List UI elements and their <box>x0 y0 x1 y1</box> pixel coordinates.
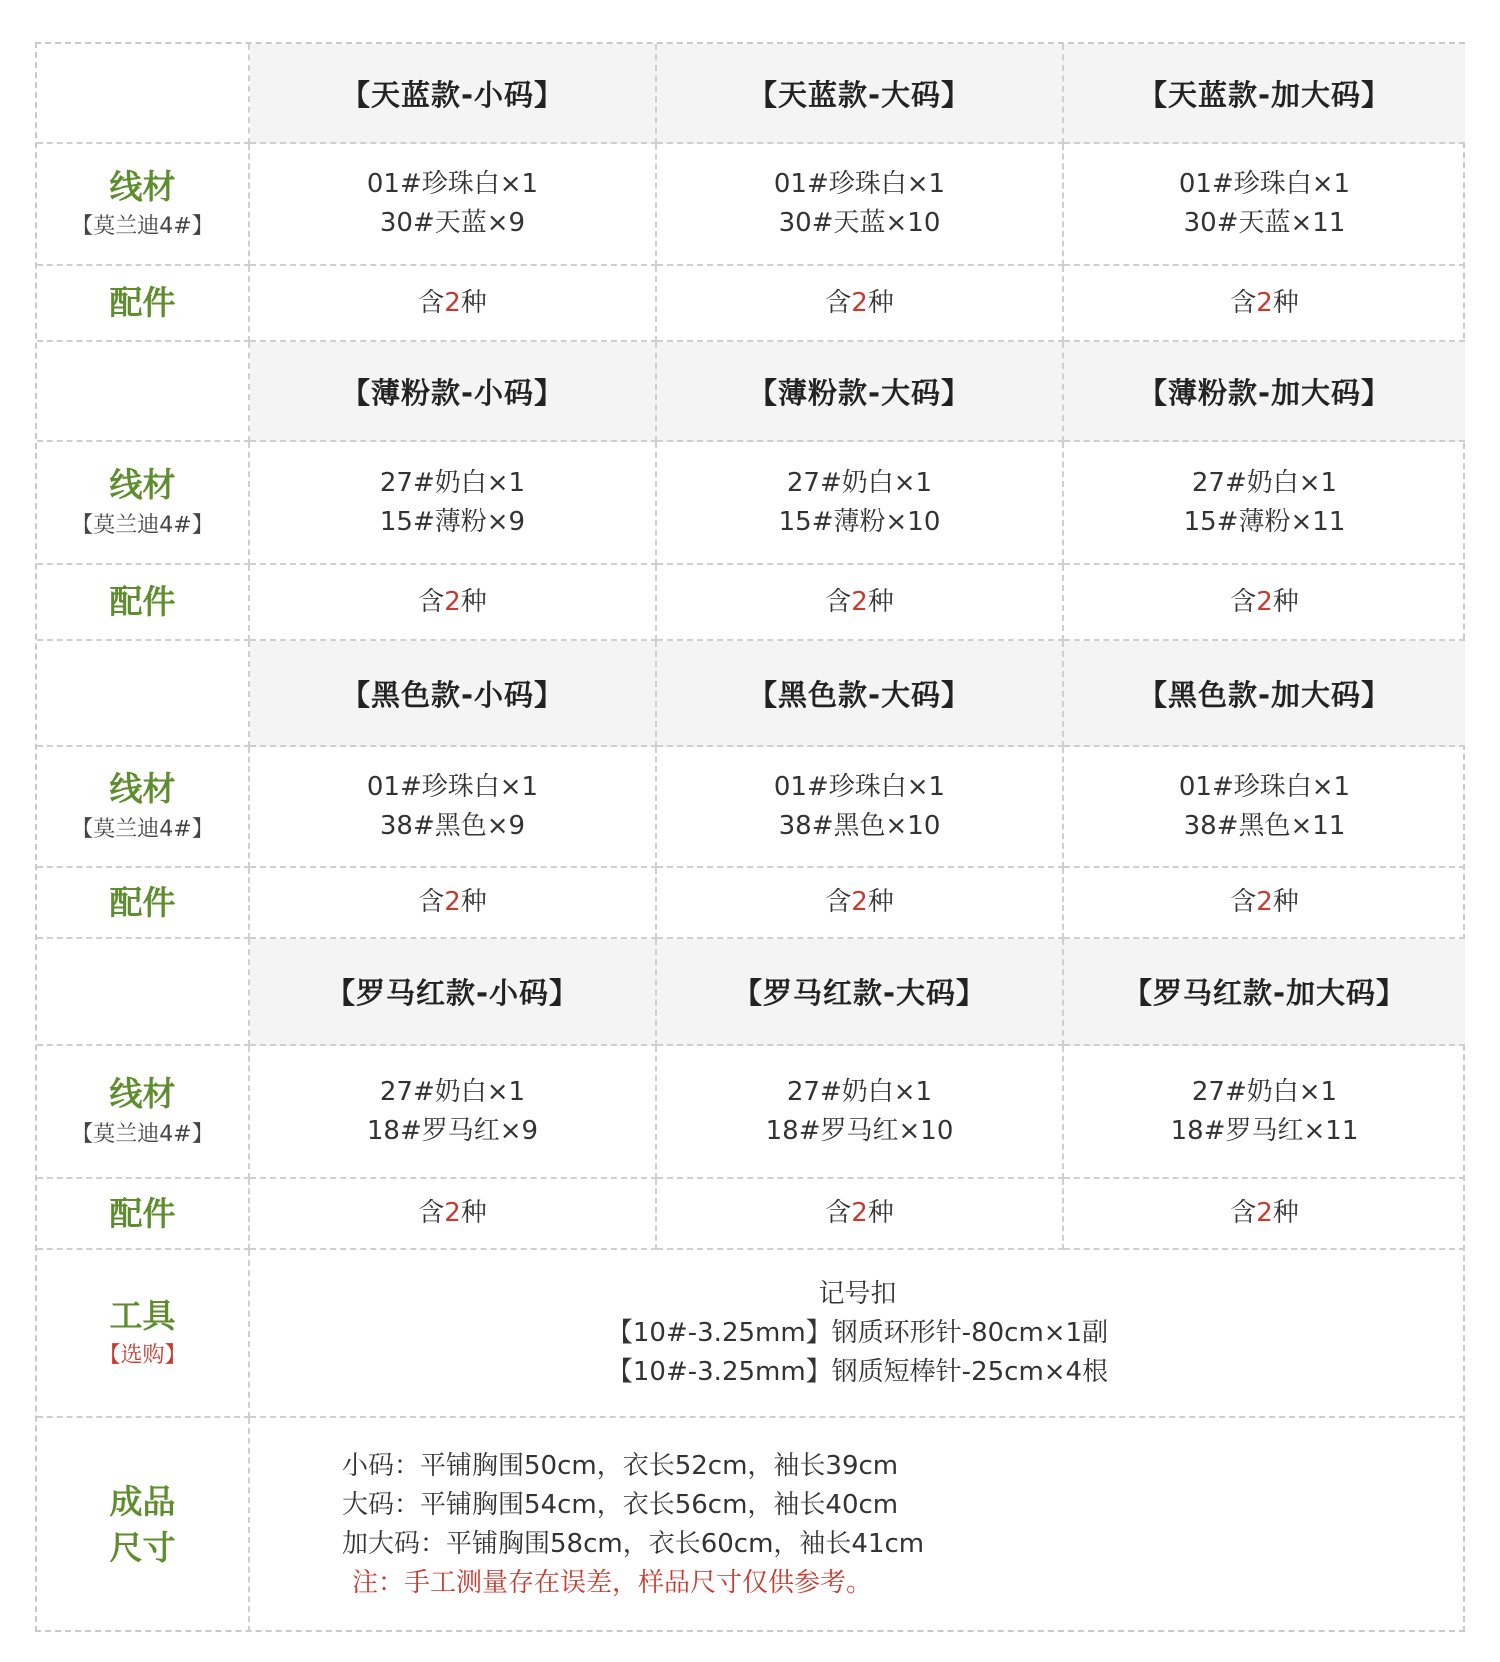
yarn-line-2: 15#薄粉×9 <box>379 506 526 537</box>
parts-prefix: 含 <box>418 287 445 318</box>
product-spec-table <box>35 42 1465 1632</box>
parts-suffix: 种 <box>1272 586 1299 617</box>
parts-prefix: 含 <box>418 887 445 917</box>
parts-prefix: 含 <box>825 287 852 318</box>
yarn-value-cell <box>657 442 1064 565</box>
tools-sublabel: 【选购】 <box>98 1343 187 1369</box>
tools-label: 工具 <box>109 1295 176 1335</box>
variant-header-cell <box>250 44 657 144</box>
yarn-value-cell <box>250 442 657 565</box>
parts-count: 2 <box>444 887 461 917</box>
variant-header-cell <box>657 342 1064 442</box>
yarn-sublabel: 【莫兰迪4#】 <box>71 1121 214 1147</box>
parts-suffix: 种 <box>460 1198 487 1228</box>
size-label-line-2: 尺寸 <box>109 1528 176 1567</box>
parts-count: 2 <box>851 1198 868 1228</box>
parts-value <box>825 284 894 323</box>
yarn-line-1: 27#奶白×1 <box>379 1076 526 1107</box>
yarn-line-2: 18#罗马红×9 <box>366 1115 539 1146</box>
yarn-line-1: 01#珍珠白×1 <box>1178 169 1351 199</box>
yarn-value-cell <box>657 144 1064 266</box>
parts-prefix: 含 <box>825 1198 852 1228</box>
yarn-value-cell <box>1064 144 1465 266</box>
yarn-sublabel: 【莫兰迪4#】 <box>71 214 214 240</box>
yarn-line-2: 38#黑色×9 <box>379 810 526 841</box>
yarn-line-2: 18#罗马红×10 <box>765 1115 954 1146</box>
yarn-line-2: 30#天蓝×9 <box>379 208 526 238</box>
variant-header-cell <box>250 342 657 442</box>
parts-value <box>1230 883 1299 922</box>
parts-suffix: 种 <box>867 887 894 917</box>
parts-value-cell <box>657 1179 1064 1250</box>
parts-value-cell <box>1064 565 1465 641</box>
variant-header-cell <box>1064 44 1465 144</box>
size-spec-line: 加大码：平铺胸围58cm，衣长60cm，袖长41cm <box>342 1529 925 1559</box>
yarn-value-cell <box>250 144 657 266</box>
yarn-sublabel: 【莫兰迪4#】 <box>71 512 214 538</box>
parts-count: 2 <box>1256 287 1273 318</box>
yarn-label: 线材 <box>109 769 176 809</box>
yarn-value-cell <box>250 1046 657 1179</box>
parts-label: 配件 <box>109 1193 176 1233</box>
yarn-line-1: 27#奶白×1 <box>786 467 933 498</box>
parts-count: 2 <box>851 887 868 917</box>
parts-suffix: 种 <box>1272 1198 1299 1228</box>
parts-value <box>418 583 487 622</box>
yarn-value-cell <box>1064 1046 1465 1179</box>
parts-suffix: 种 <box>867 586 894 617</box>
size-note: 注：手工测量存在误差，样品尺寸仅供参考。 <box>352 1568 873 1598</box>
parts-value <box>1230 284 1299 323</box>
variant-header: 【天蓝款-大码】 <box>747 77 972 112</box>
parts-value-cell <box>250 1179 657 1250</box>
yarn-line-2: 30#天蓝×10 <box>778 208 941 238</box>
parts-prefix: 含 <box>825 586 852 617</box>
parts-value <box>1230 583 1299 622</box>
parts-value-cell <box>1064 1179 1465 1250</box>
tools-label-cell <box>37 1250 250 1418</box>
yarn-line-1: 01#珍珠白×1 <box>366 169 539 199</box>
parts-value <box>418 284 487 323</box>
parts-suffix: 种 <box>867 287 894 318</box>
variant-header-cell <box>1064 939 1465 1046</box>
parts-prefix: 含 <box>825 887 852 917</box>
parts-label-cell <box>37 868 250 939</box>
variant-header-cell <box>1064 641 1465 747</box>
yarn-line-1: 27#奶白×1 <box>1191 467 1338 498</box>
parts-count: 2 <box>1256 887 1273 917</box>
parts-value-cell <box>250 565 657 641</box>
yarn-line-1: 27#奶白×1 <box>379 467 526 498</box>
yarn-line-1: 27#奶白×1 <box>786 1076 933 1107</box>
size-value-cell <box>250 1418 1465 1632</box>
parts-value-cell <box>250 266 657 342</box>
header-corner-cell <box>37 342 250 442</box>
parts-value-cell <box>657 565 1064 641</box>
yarn-line-1: 01#珍珠白×1 <box>773 771 946 802</box>
size-label-cell <box>37 1418 250 1632</box>
parts-count: 2 <box>851 586 868 617</box>
yarn-line-1: 27#奶白×1 <box>1191 1076 1338 1107</box>
variant-header: 【天蓝款-小码】 <box>340 77 565 112</box>
yarn-line-1: 01#珍珠白×1 <box>366 771 539 802</box>
yarn-line-1: 01#珍珠白×1 <box>773 169 946 199</box>
variant-header: 【薄粉款-大码】 <box>747 375 972 410</box>
tool-item: 【10#-3.25mm】钢质短棒针-25cm×4根 <box>606 1356 1109 1387</box>
yarn-line-1: 01#珍珠白×1 <box>1178 771 1351 802</box>
parts-prefix: 含 <box>1230 287 1257 318</box>
tool-item: 记号扣 <box>818 1278 897 1309</box>
yarn-label-cell <box>37 747 250 868</box>
yarn-label-cell <box>37 144 250 266</box>
yarn-label: 线材 <box>109 166 176 206</box>
variant-header-cell <box>250 939 657 1046</box>
parts-prefix: 含 <box>1230 887 1257 917</box>
parts-value <box>825 583 894 622</box>
yarn-line-2: 18#罗马红×11 <box>1170 1115 1359 1146</box>
parts-count: 2 <box>444 586 461 617</box>
header-corner-cell <box>37 641 250 747</box>
parts-count: 2 <box>444 287 461 318</box>
variant-header-cell <box>657 939 1064 1046</box>
parts-prefix: 含 <box>1230 586 1257 617</box>
parts-label-cell <box>37 1179 250 1250</box>
header-corner-cell <box>37 939 250 1046</box>
variant-header: 【黑色款-大码】 <box>747 677 972 712</box>
parts-suffix: 种 <box>1272 887 1299 917</box>
yarn-label-cell <box>37 1046 250 1179</box>
parts-prefix: 含 <box>418 586 445 617</box>
parts-label-cell <box>37 266 250 342</box>
yarn-value-cell <box>657 1046 1064 1179</box>
size-spec-line: 大码：平铺胸围54cm，衣长56cm，袖长40cm <box>342 1490 899 1520</box>
variant-header: 【罗马红款-大码】 <box>732 976 987 1010</box>
variant-header: 【罗马红款-小码】 <box>325 976 580 1010</box>
parts-suffix: 种 <box>867 1198 894 1228</box>
variant-header: 【天蓝款-加大码】 <box>1137 77 1392 112</box>
parts-prefix: 含 <box>1230 1198 1257 1228</box>
parts-label: 配件 <box>109 582 176 622</box>
yarn-line-2: 38#黑色×10 <box>778 810 941 841</box>
size-spec-line: 小码：平铺胸围50cm，衣长52cm，袖长39cm <box>342 1451 899 1481</box>
yarn-line-2: 30#天蓝×11 <box>1183 208 1346 238</box>
parts-suffix: 种 <box>1272 287 1299 318</box>
parts-value-cell <box>1064 266 1465 342</box>
parts-suffix: 种 <box>460 287 487 318</box>
parts-count: 2 <box>1256 586 1273 617</box>
parts-count: 2 <box>444 1198 461 1228</box>
parts-value <box>825 883 894 922</box>
header-corner-cell <box>37 44 250 144</box>
yarn-value-cell <box>1064 442 1465 565</box>
yarn-sublabel: 【莫兰迪4#】 <box>71 816 214 842</box>
parts-suffix: 种 <box>460 887 487 917</box>
yarn-label: 线材 <box>109 1074 176 1114</box>
parts-value-cell <box>1064 868 1465 939</box>
parts-value <box>418 1194 487 1233</box>
parts-label-cell <box>37 565 250 641</box>
yarn-value-cell <box>1064 747 1465 868</box>
parts-value-cell <box>250 868 657 939</box>
variant-header-cell <box>250 641 657 747</box>
parts-label: 配件 <box>109 882 176 922</box>
yarn-line-2: 38#黑色×11 <box>1183 810 1346 841</box>
tools-value-cell <box>250 1250 1465 1418</box>
yarn-value-cell <box>657 747 1064 868</box>
parts-suffix: 种 <box>460 586 487 617</box>
yarn-line-2: 15#薄粉×11 <box>1183 506 1346 537</box>
variant-header-cell <box>657 641 1064 747</box>
variant-header-cell <box>657 44 1064 144</box>
parts-count: 2 <box>1256 1198 1273 1228</box>
parts-value-cell <box>657 868 1064 939</box>
parts-count: 2 <box>851 287 868 318</box>
variant-header: 【薄粉款-加大码】 <box>1137 375 1392 410</box>
variant-header: 【黑色款-小码】 <box>340 677 565 712</box>
parts-value <box>1230 1194 1299 1233</box>
parts-label: 配件 <box>109 283 176 323</box>
variant-header: 【薄粉款-小码】 <box>340 375 565 410</box>
yarn-value-cell <box>250 747 657 868</box>
parts-value <box>825 1194 894 1233</box>
yarn-label: 线材 <box>109 465 176 505</box>
variant-header: 【罗马红款-加大码】 <box>1122 976 1407 1010</box>
variant-header: 【黑色款-加大码】 <box>1137 677 1392 712</box>
size-label-line-1: 成品 <box>109 1482 176 1522</box>
tool-item: 【10#-3.25mm】钢质环形针-80cm×1副 <box>606 1317 1109 1348</box>
parts-value <box>418 883 487 922</box>
yarn-line-2: 15#薄粉×10 <box>778 506 941 537</box>
yarn-label-cell <box>37 442 250 565</box>
parts-value-cell <box>657 266 1064 342</box>
parts-prefix: 含 <box>418 1198 445 1228</box>
variant-header-cell <box>1064 342 1465 442</box>
